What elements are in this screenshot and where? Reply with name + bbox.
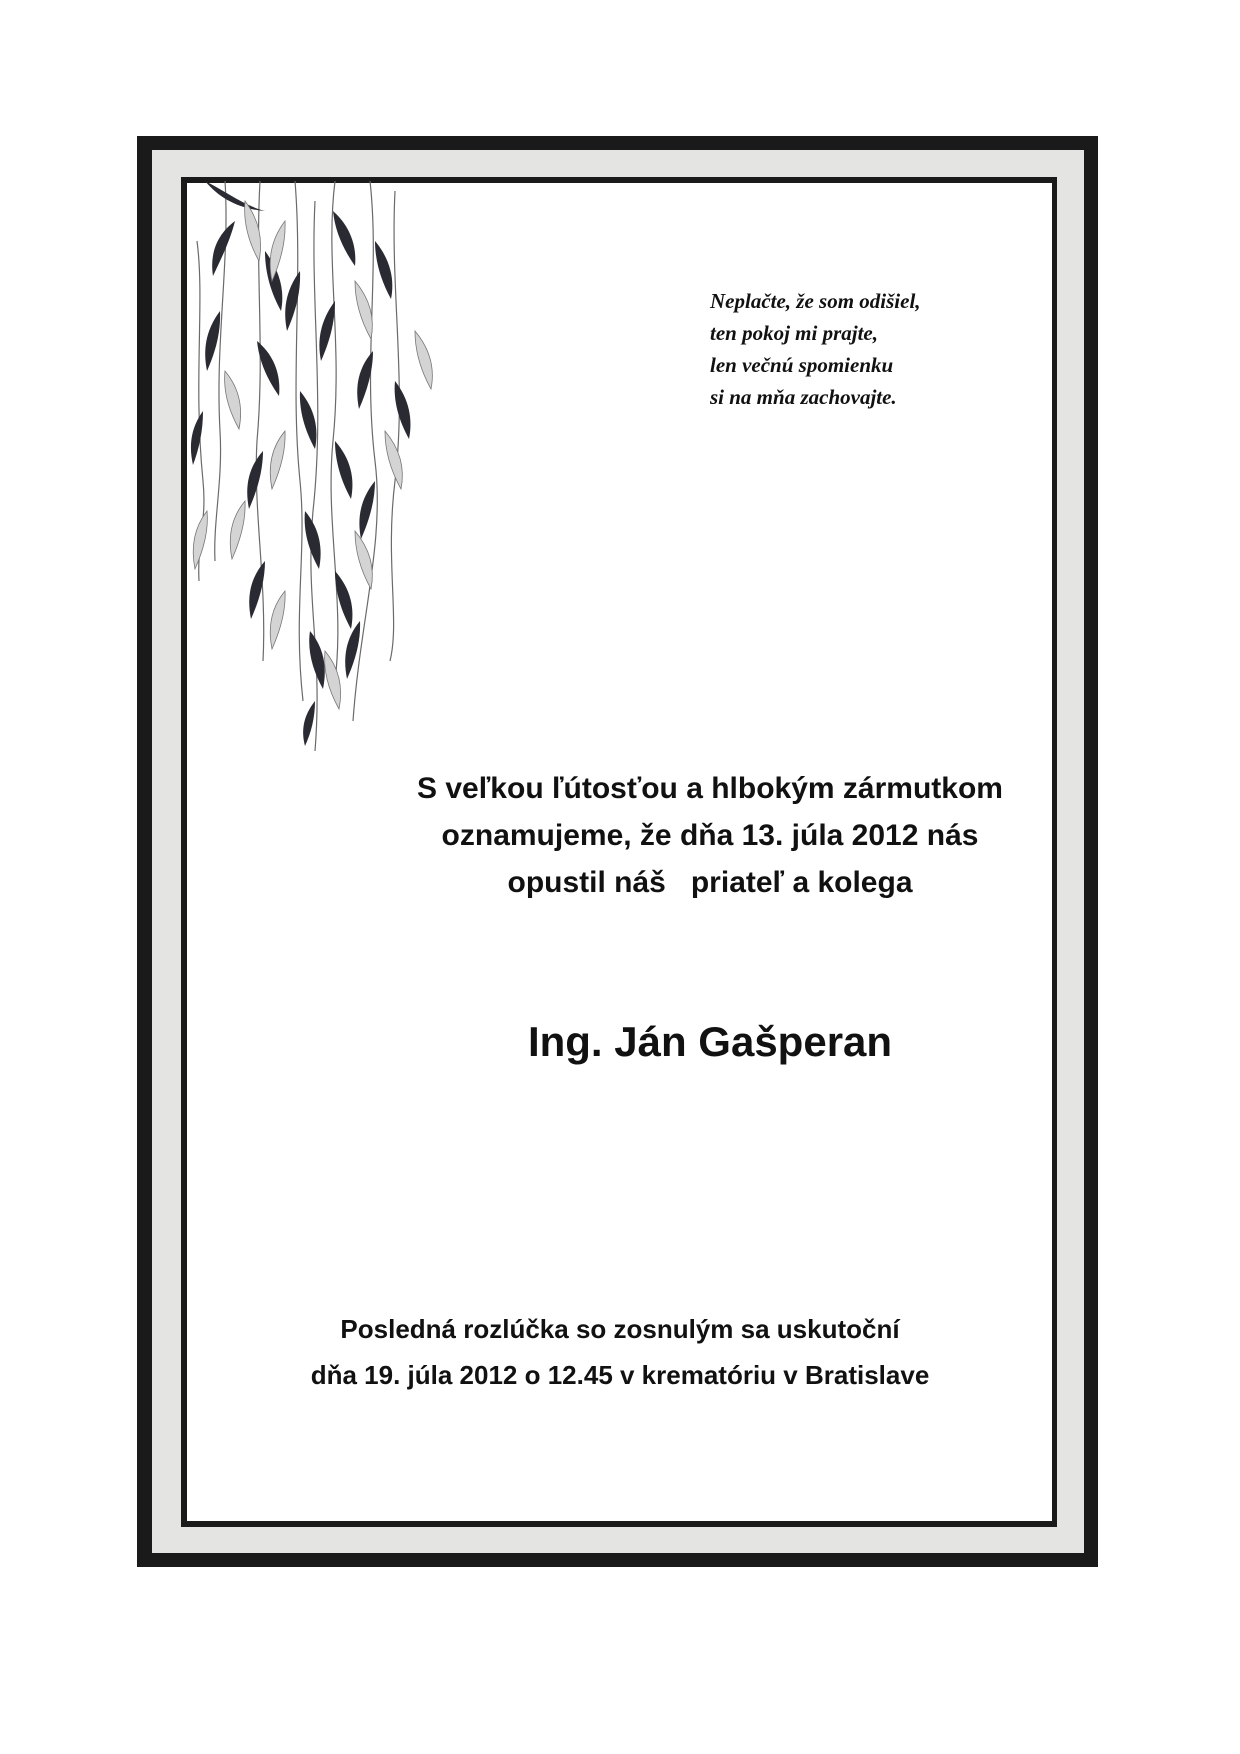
announcement-line: S veľkou ľútosťou a hlbokým zármutkom bbox=[417, 772, 1003, 805]
deceased-name: Ing. Ján Gašperan bbox=[527, 1018, 893, 1065]
funeral-line: dňa 19. júla 2012 o 12.45 v krematóriu v Bratislave bbox=[310, 1360, 930, 1390]
funeral-info bbox=[190, 1306, 1050, 1398]
willow-branches-icon bbox=[185, 181, 450, 761]
announcement bbox=[300, 765, 1120, 906]
poem bbox=[710, 285, 1010, 413]
announcement-line: opustil náš priateľ a kolega bbox=[507, 866, 913, 899]
poem-line: Neplačte, že som odišiel, bbox=[710, 289, 921, 313]
announcement-line: oznamujeme, že dňa 13. júla 2012 nás bbox=[441, 819, 979, 852]
funeral-line: Posledná rozlúčka so zosnulým sa uskutoční bbox=[340, 1314, 900, 1344]
poem-line: len večnú spomienku bbox=[710, 353, 894, 377]
poem-line: ten pokoj mi prajte, bbox=[710, 321, 878, 345]
poem-line: si na mňa zachovajte. bbox=[710, 385, 897, 409]
